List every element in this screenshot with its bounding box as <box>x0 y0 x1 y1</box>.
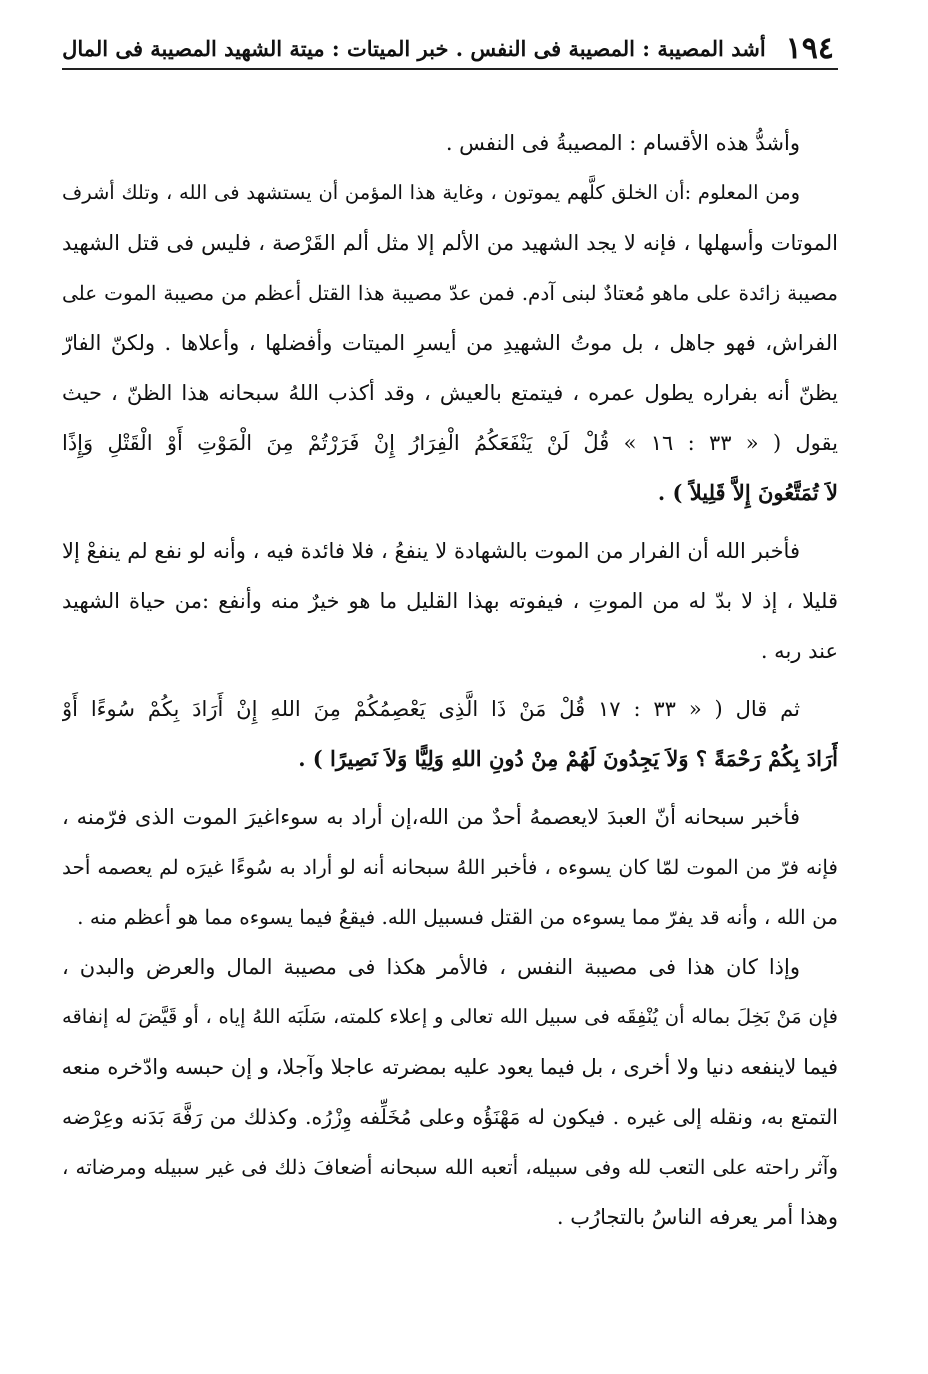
text-line: وأشدُّ هذه الأقسام : المصيبةُ فى النفس . <box>445 131 800 155</box>
text-line: من الله ، وأنه قد يفرّ مما يسوءه من القتل فىسبيل الله. فيقعُ فيما يسوءه مما هو أعظم منه . <box>77 905 838 929</box>
text-line: يقول ( « ٣٣ : ١٦ » قُلْ لَنْ يَنْفَعَكُمُ الْفِرَارُ إِنْ فَرَرْتُمْ مِنَ الْمَوْتِ أَوْ الْقَتْلِ وَإِذًا <box>62 431 838 455</box>
text-line: الفراش، فهو جاهل ، بل موتُ الشهيدِ من أيسرِ الميتات وأفضلها ، وأعلاها . ولكنّ الفارّ <box>62 331 838 355</box>
text-line: فإن مَنْ بَخِلَ بماله أن يُنْفِقَه فى سبيل الله تعالى و إعلاء كلمته، سَلَبَه اللهُ إياه ، أو قَيَّضَ له إنفاقه <box>62 1005 838 1028</box>
text-line: ومن المعلوم :أن الخلق كلَّهم يموتون ، وغاية هذا المؤمن أن يستشهد فى الله ، وتلك أشرف <box>62 181 800 204</box>
text-line: فأخبر سبحانه أنّ العبدَ لايعصمهُ أحدٌ من الله،إن أراد به سوءاغيرَ الموت الذى فرّمنه ، <box>62 805 800 829</box>
running-head: أشد المصيبة : المصيبة فى النفس . خبر الميتات : ميتة الشهيد المصيبة فى المال <box>62 35 766 61</box>
text-line: التمتع به، ونقله إلى غيره . فيكون له مَهْنَؤُه وعلى مُخَلِّفه وِزْرُه. وكذلك من رَفَّهَ بَدَنه وعِرْضه <box>62 1105 838 1129</box>
page-header <box>62 28 838 70</box>
text-line: الموتات وأسهلها ، فإنه لا يجد الشهيد من الألم إلا مثل ألم القَرْصة ، فليس فى قتل الشهيد <box>62 231 838 255</box>
text-line: مصيبة زائدة على ماهو مُعتادٌ لبنى آدم. فمن عدّ مصيبة هذا القتل أعظم من مصيبة الموت على <box>62 281 838 305</box>
text-line: أَرَادَ بِكُمْ رَحْمَةً ؟ وَلاَ يَجِدُونَ لَهُمْ مِنْ دُونِ اللهِ وَلِيًّا وَلاَ نَصِيرًا ) . <box>298 746 838 771</box>
text-line: لاَ تُمَتَّعُونَ إِلاَّ قَلِيلاً ) . <box>657 480 838 505</box>
text-line: فإنه فرّ من الموت لمّا كان يسوءه ، فأخبر اللهُ سبحانه أنه لو أراد به سُوءًا غيرَه لم يعصمه أحد <box>62 855 838 879</box>
text-line: وآثر راحته على التعب لله وفى سبيله، أتعبه الله سبحانه أضعافَ ذلك فى غير سبيله ومرضاته ، <box>62 1155 838 1179</box>
text-line: ثم قال ( « ٣٣ : ١٧ قُلْ مَنْ ذَا الَّذِى يَعْصِمُكُمْ مِنَ اللهِ إِنْ أَرَادَ بِكُمْ سُوءًا أَوْ <box>62 697 800 721</box>
text-line: قليلا ، إذ لا بدّ له من الموتِ ، فيفوته بهذا القليل ما هو خيرٌ منه وأنفع :من حياة الشهيد <box>62 589 838 613</box>
body-text <box>62 118 838 1242</box>
text-line: وهذا أمر يعرفه الناسُ بالتجارُب . <box>556 1205 838 1229</box>
text-line: فيما لاينفعه دنيا ولا أخرى ، بل فيما يعود عليه بمضرته عاجلا وآجلا، و إن حبسه وادّخره منعه <box>62 1055 838 1079</box>
text-line: وإذا كان هذا فى مصيبة النفس ، فالأمر هكذا فى مصيبة المال والعرض والبدن ، <box>62 955 800 979</box>
text-line: يظنّ أنه بفراره يطول عمره ، فيتمتع بالعيش ، وقد أكذب اللهُ سبحانه هذا الظنّ ، حيث <box>62 381 838 405</box>
page-number: ١٩٤ <box>785 30 834 66</box>
text-line: فأخبر الله أن الفرار من الموت بالشهادة لا ينفعُ ، فلا فائدة فيه ، وأنه لو نفع لم ينفعْ إلا <box>62 539 800 563</box>
text-line: عند ربه . <box>760 639 838 663</box>
